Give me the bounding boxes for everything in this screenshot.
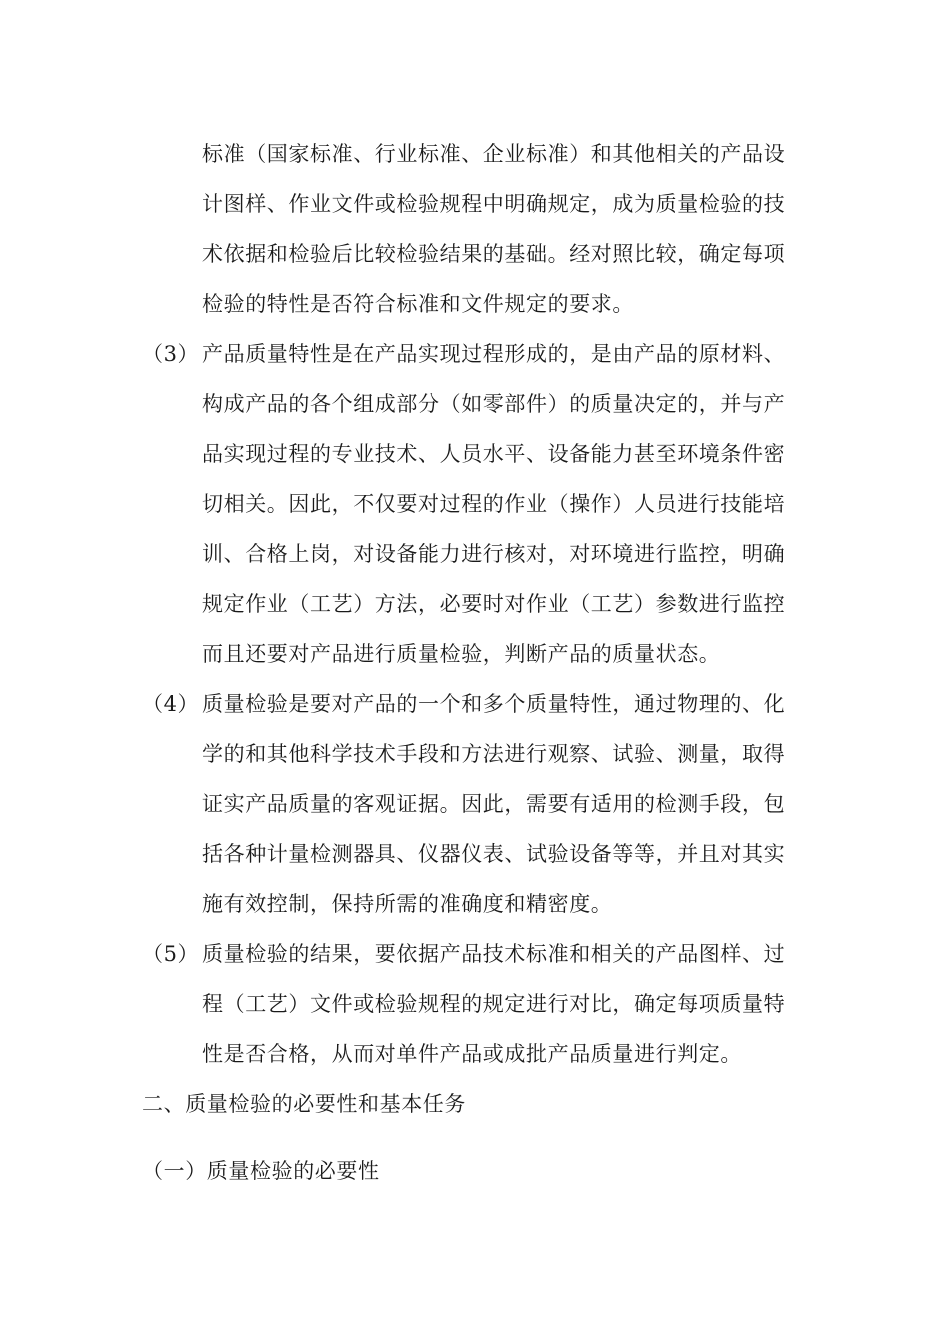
item-line: 规定作业（工艺）方法，必要时对作业（工艺）参数进行监控 bbox=[202, 592, 786, 616]
item-line: 性是否合格，从而对单件产品或成批产品质量进行判定。 bbox=[202, 1042, 742, 1066]
item-line: 施有效控制，保持所需的准确度和精密度。 bbox=[202, 892, 613, 916]
intro-line: 计图样、作业文件或检验规程中明确规定，成为质量检验的技 bbox=[202, 192, 786, 216]
item-line: 切相关。因此，不仅要对过程的作业（操作）人员进行技能培 bbox=[202, 492, 786, 516]
item-line: 产品质量特性是在产品实现过程形成的，是由产品的原材料、 bbox=[202, 342, 786, 366]
item-line: 质量检验的结果，要依据产品技术标准和相关的产品图样、过 bbox=[202, 942, 786, 966]
item-line: 学的和其他科学技术手段和方法进行观察、试验、测量，取得 bbox=[202, 742, 786, 766]
item-line: 证实产品质量的客观证据。因此，需要有适用的检测手段，包 bbox=[202, 792, 786, 816]
item-line: 构成产品的各个组成部分（如零部件）的质量决定的，并与产 bbox=[202, 392, 786, 416]
item-line: 训、合格上岗，对设备能力进行核对，对环境进行监控，明确 bbox=[202, 542, 786, 566]
section-heading: 二、质量检验的必要性和基本任务 bbox=[142, 1092, 466, 1116]
item-line: 括各种计量检测器具、仪器仪表、试验设备等等，并且对其实 bbox=[202, 842, 786, 866]
item-marker: （3） bbox=[142, 342, 200, 366]
subsection-heading: （一）质量检验的必要性 bbox=[142, 1159, 380, 1183]
item-line: 程（工艺）文件或检验规程的规定进行对比，确定每项质量特 bbox=[202, 992, 786, 1016]
item-marker: （4） bbox=[142, 692, 200, 716]
item-line: 品实现过程的专业技术、人员水平、设备能力甚至环境条件密 bbox=[202, 442, 786, 466]
item-line: 质量检验是要对产品的一个和多个质量特性，通过物理的、化 bbox=[202, 692, 786, 716]
item-marker: （5） bbox=[142, 942, 200, 966]
intro-line: 标准（国家标准、行业标准、企业标准）和其他相关的产品设 bbox=[202, 142, 786, 166]
intro-line: 术依据和检验后比较检验结果的基础。经对照比较，确定每项 bbox=[202, 242, 786, 266]
intro-line: 检验的特性是否符合标准和文件规定的要求。 bbox=[202, 292, 634, 316]
item-line: 而且还要对产品进行质量检验，判断产品的质量状态。 bbox=[202, 642, 721, 666]
